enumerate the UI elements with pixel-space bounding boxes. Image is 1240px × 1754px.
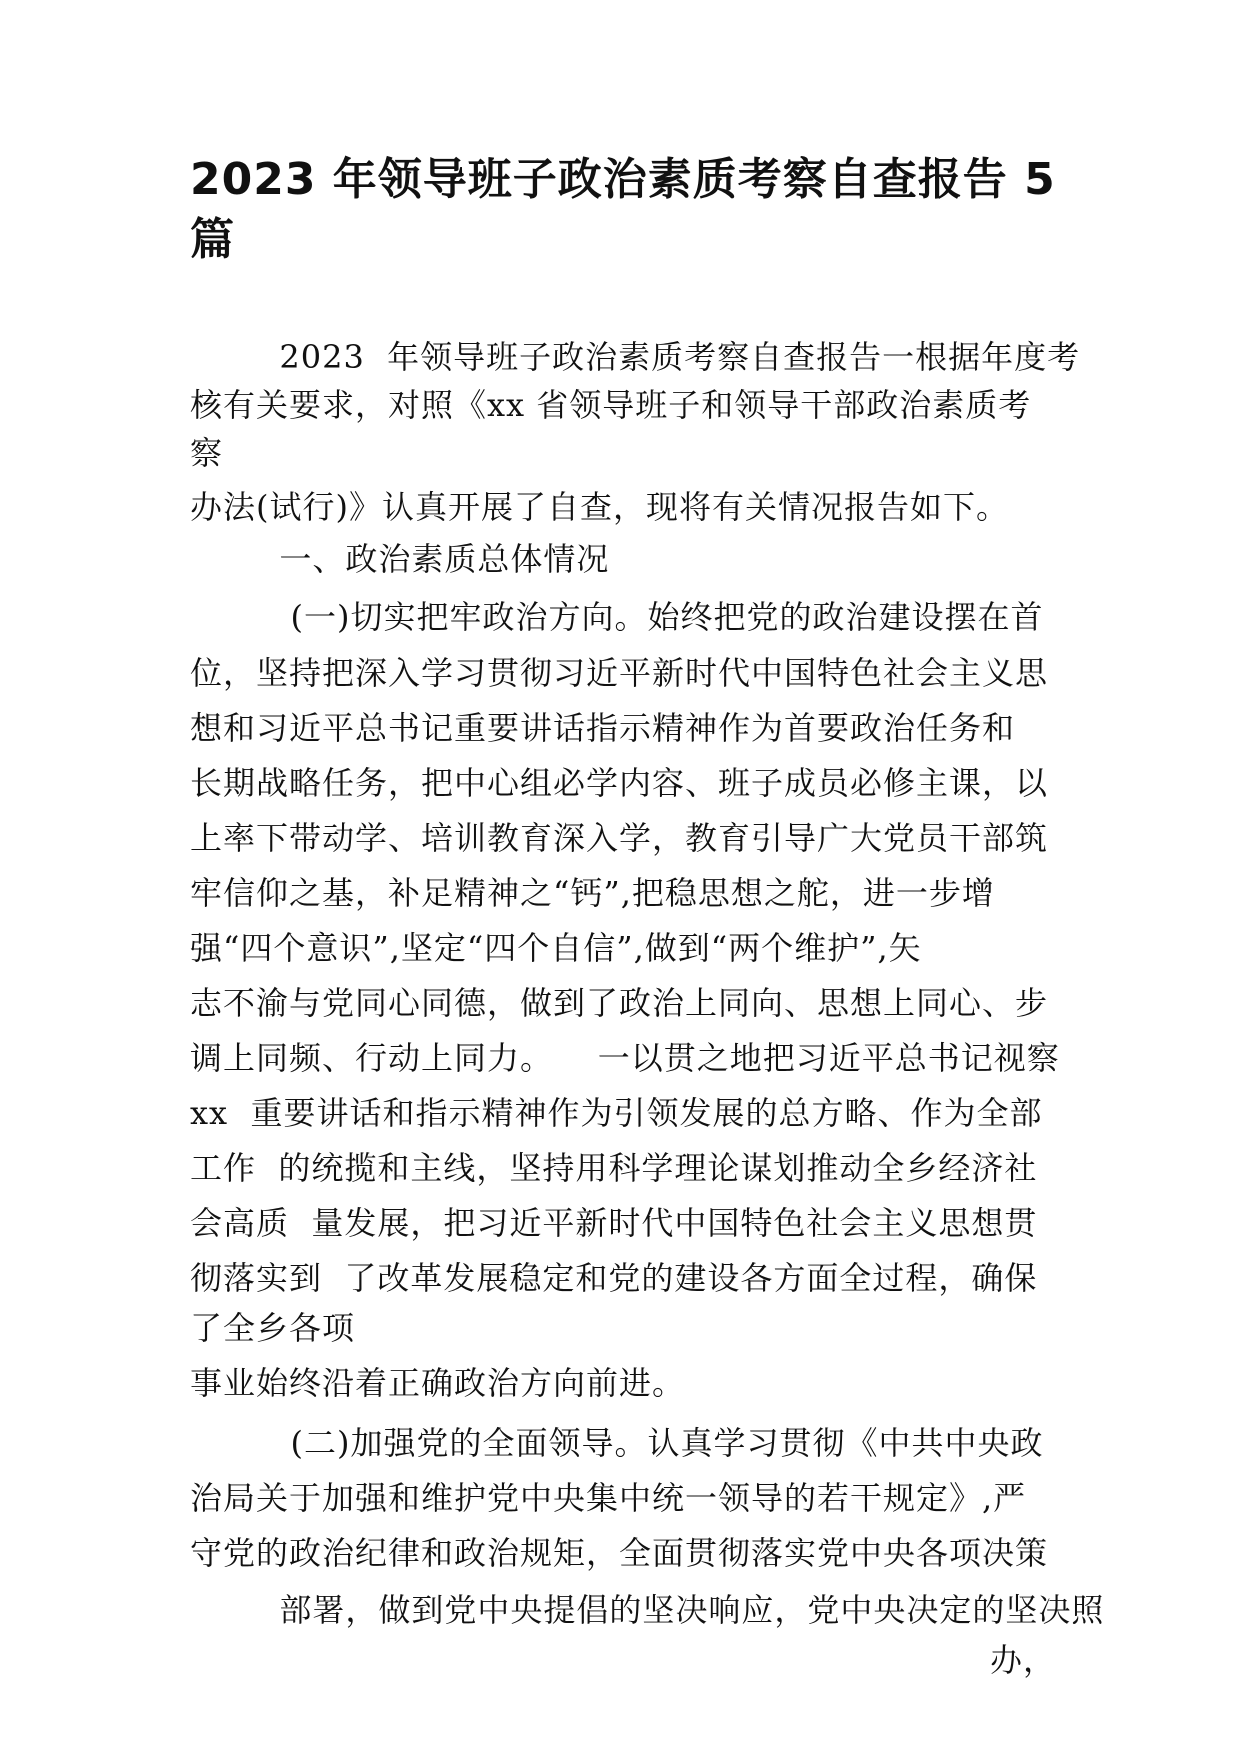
body-line: 部署，做到党中央提倡的坚决响应，党中央决定的坚决照 <box>190 1591 1105 1629</box>
body-line: 志不渝与党同心同德，做到了政治上同向、思想上同心、步 <box>190 984 1049 1022</box>
body-line: 强“四个意识”,坚定“四个自信”,做到“两个维护”,矢 <box>190 929 922 967</box>
body-line: 长期战略任务，把中心组必学内容、班子成员必修主课，以 <box>190 764 1049 802</box>
section-heading: 一、政治素质总体情况 <box>190 540 610 578</box>
body-line: 2023 年领导班子政治素质考察自查报告一根据年度考 <box>190 338 1081 376</box>
document-title <box>190 150 1070 270</box>
body-line: 办法(试行)》认真开展了自查，现将有关情况报告如下。 <box>190 488 1009 526</box>
body-line: 工作 的统揽和主线，坚持用科学理论谋划推动全乡经济社 <box>190 1149 1038 1187</box>
title-line-1: 2023 年领导班子政治素质考察自查报告 5 <box>190 154 1056 205</box>
title-line-2: 篇 <box>190 214 235 265</box>
body-line: 事业始终沿着正确政治方向前进。 <box>190 1364 686 1402</box>
body-line: 调上同频、行动上同力。 一以贯之地把习近平总书记视察 <box>190 1039 1060 1077</box>
body-line: 想和习近平总书记重要讲话指示精神作为首要政治任务和 <box>190 709 1016 747</box>
body-line: 治局关于加强和维护党中央集中统一领导的若干规定》,严 <box>190 1479 1027 1517</box>
body-line: 彻落实到 了改革发展稳定和党的建设各方面全过程，确保 <box>190 1259 1038 1297</box>
body-line: 位，坚持把深入学习贯彻习近平新时代中国特色社会主义思 <box>190 654 1049 692</box>
body-line: xx 重要讲话和指示精神作为引领发展的总方略、作为全部 <box>190 1094 1043 1132</box>
body-line: 守党的政治纪律和政治规矩，全面贯彻落实党中央各项决策 <box>190 1534 1049 1572</box>
body-line: (二)加强党的全面领导。认真学习贯彻《中共中央政 <box>190 1424 1044 1462</box>
body-line: 察 <box>190 434 224 472</box>
body-line: 核有关要求，对照《xx 省领导班子和领导干部政治素质考 <box>190 386 1032 424</box>
body-line: 办， <box>990 1641 1057 1679</box>
body-line: 会高质 量发展，把习近平新时代中国特色社会主义思想贯 <box>190 1204 1038 1242</box>
body-line: 牢信仰之基，补足精神之“钙”,把稳思想之舵，进一步增 <box>190 874 995 912</box>
body-line: 上率下带动学、培训教育深入学，教育引导广大党员干部筑 <box>190 819 1049 857</box>
body-line: (一)切实把牢政治方向。始终把党的政治建设摆在首 <box>190 598 1044 636</box>
body-line: 了全乡各项 <box>190 1309 356 1347</box>
